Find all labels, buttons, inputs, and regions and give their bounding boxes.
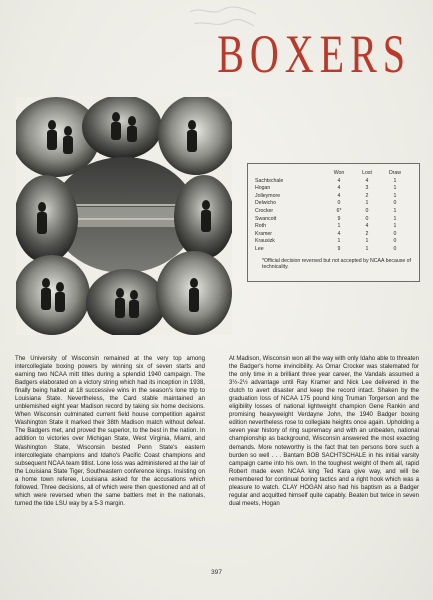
page-title: BOXERS [217,23,411,85]
col-won: Won [333,170,345,176]
losses: 1 [365,200,369,207]
boxer-name: Sachtschale [255,177,284,184]
wins: 9 [337,215,341,222]
wins: 0 [337,200,341,207]
boxer-name: Krausizk [255,238,275,245]
wins: 6* [336,207,342,214]
losses: 2 [365,230,369,237]
wins: 9 [337,245,341,252]
table-row [255,178,409,186]
table-row [255,246,409,254]
boxer-name: Kramer [255,230,273,237]
losses: 0 [365,215,369,222]
table-row [255,223,409,231]
table-row [255,231,409,239]
draws: 1 [393,177,397,184]
table-row [255,200,409,208]
fight-record-table [255,170,409,254]
losses: 2 [365,192,369,199]
wins: 4 [337,185,341,192]
wins: 4 [337,192,341,199]
draws: 1 [393,223,397,230]
table-header-row [255,170,409,178]
col-lost: Lost [362,170,372,176]
table-row [255,185,409,193]
fight-record-box [247,163,420,282]
losses: 4 [365,177,369,184]
boxer-name: Lee [255,245,264,252]
boxer-name: Crocker [255,207,274,214]
boxing-photo-collage [16,97,232,335]
draws: 1 [393,185,397,192]
footnote: *Official decision reversed but not accepted by NCAA because of technicality. [262,258,411,271]
table-row [255,208,409,216]
draws: 1 [393,207,397,214]
boxer-name: Hogan [255,185,271,192]
col-draw: Draw [388,170,402,176]
boxer-name: Roth [255,223,266,230]
wins: 1 [337,223,341,230]
draws: 1 [393,215,397,222]
wins: 1 [337,238,341,245]
losses: 0 [365,207,369,214]
body-column-right: At Madison, Wisconsin won all the way with only Idaho able to threaten the Badger's home invincibility. As Omar Crocker was stalemated for the only time in a brilliant three year career, the Vandals assumed a 3½-2½ advantage until Ray Kramer and Nick Lee delivered in the clutch to avert disaster and keep the record intact. Shaken by the graduation loss of NCAA 175 pound king Truman Torgerson and the eligibility losses of national lightweight champion Gene Rankin and promising heavyweight Verdayne John, the 1940 Badger boxing edition nevertheless rose to collegiate heights once again. Upholding a seven year history of ring supremacy and with an unbeaten, national championship as background, Wisconsin answered the most exacting demands. More noteworthy is the fact that ten persons bore such a burden so well . . . Bantam BOB SACHTSCHALE in his initial varsity campaign came into his own. In the toughest weight of them all, rapid Robert made even NCAA king Ted Kara give way, and will be remembered for continual boring tactics and a right hook which was a pleasure to watch. CLAY HOGAN also had his baptism as a Badger regular and acquitted himself quite capably. Beaten but twice in seven dual meets, Hogan [229,356,419,507]
boxer-name: Swancott [255,215,277,222]
losses: 1 [365,238,369,245]
body-column-left: The University of Wisconsin remained at the very top among intercollegiate boxing powers by winning six of seven starts and earning two NCAA mitt titles during a splendid 1940 campaign. The Badgers elaborated on a victory string which had its inception in 1938, finally being halted at 18 successive wins in the season's lone trip to Louisiana State. Nevertheless, the Card stable maintained an unblemished eight year Madison record by taking six home decisions. When Wisconsin culminated current field house competition against Washington State it marked their 38th Madison match without defeat. The Badgers met, and proved the superior, to the best in the nation. In addition to victories over Michigan State, West Virginia, Miami, and Washington State, Wisconsin bested Penn State's eastern intercollegiate champions and Idaho's Pacific Coast champions and subsequent NCAA team titlist. Lone loss was administered at the lair of the Louisiana State Tiger, Southeastern conference kings. Insisting on a home town referee, Louisiana asked for the accusations which followed. Three decisions, all of which were then questioned and all of which were reversed when the same battlers met in the nationals, turned the tide LSU way by a 5-3 margin. [15,356,205,507]
draws: 0 [393,200,397,207]
table-row [255,193,409,201]
draws: 0 [393,245,397,252]
table-row [255,216,409,224]
wins: 4 [337,230,341,237]
page-number: 397 [210,569,222,576]
wins: 4 [337,177,341,184]
draws: 0 [393,230,397,237]
table-row [255,238,409,246]
boxer-name: Delwicho [255,200,277,207]
boxer-name: Jolleymore [255,192,281,199]
draws: 0 [393,238,397,245]
losses: 1 [365,245,369,252]
losses: 4 [365,223,369,230]
col-name [255,170,325,178]
draws: 1 [393,192,397,199]
losses: 3 [365,185,369,192]
